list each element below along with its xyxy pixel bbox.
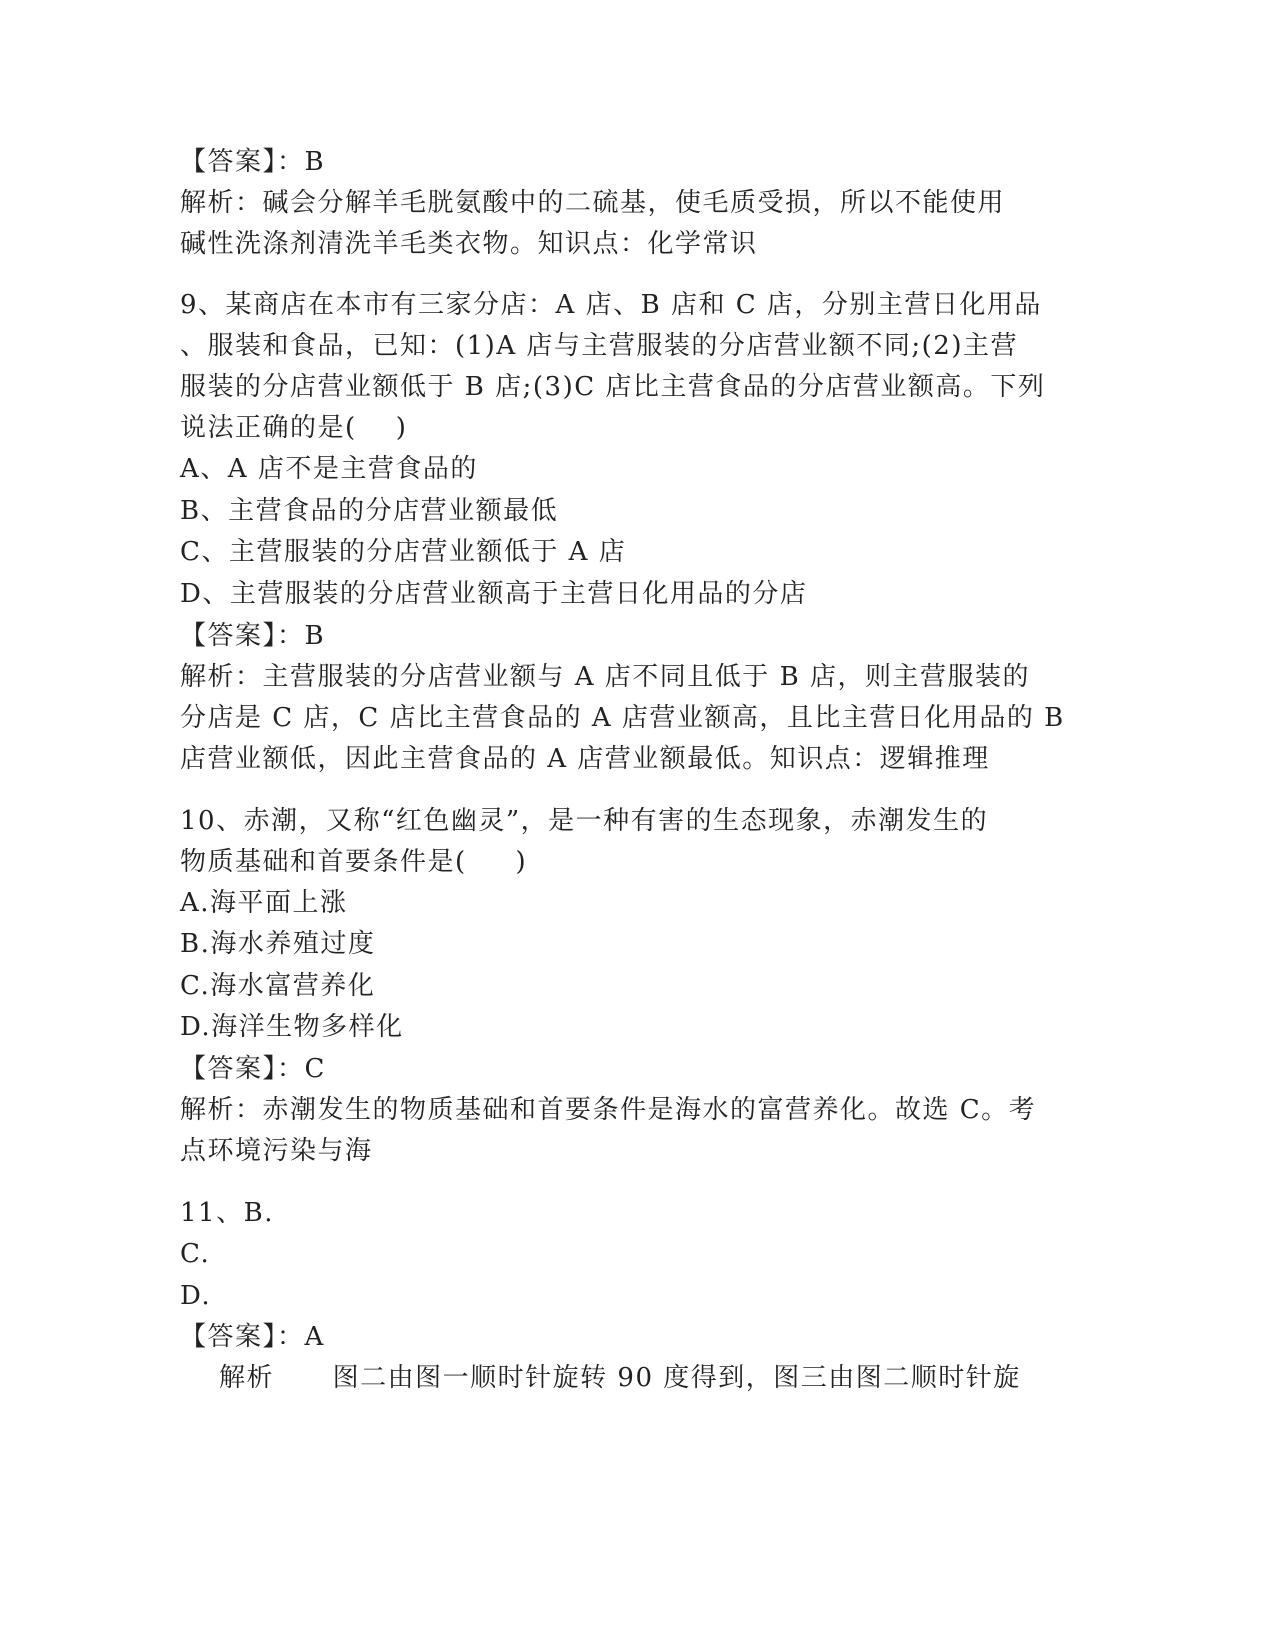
q9-analysis-line-3: 店营业额低，因此主营食品的 A 店营业额最低。知识点：逻辑推理 — [180, 744, 990, 774]
q9-option-c: C、主营服装的分店营业额低于 A 店 — [180, 537, 627, 567]
q8-analysis-line-2: 碱性洗涤剂清洗羊毛类衣物。知识点：化学常识 — [180, 229, 758, 259]
q9-analysis-line-1: 解析：主营服装的分店营业额与 A 店不同且低于 B 店，则主营服装的 — [180, 662, 1030, 692]
q10-option-d: D.海洋生物多样化 — [180, 1012, 404, 1042]
q9-option-b: B、主营食品的分店营业额最低 — [180, 496, 559, 526]
q9-stem-line-4: 说法正确的是( ) — [180, 413, 408, 443]
q9-stem-line-1: 9、某商店在本市有三家分店：A 店、B 店和 C 店，分别主营日化用品 — [180, 290, 1042, 320]
q11-line-2: C. — [180, 1239, 211, 1269]
q11-analysis: 解析 图二由图一顺时针旋转 90 度得到，图三由图二顺时针旋 — [180, 1363, 1021, 1393]
q11-line-1: 11、B. — [180, 1198, 274, 1228]
q9-analysis-line-2: 分店是 C 店，C 店比主营食品的 A 店营业额高，且比主营日化用品的 B — [180, 703, 1065, 733]
q10-stem-line-1: 10、赤潮，又称“红色幽灵”，是一种有害的生态现象，赤潮发生的 — [180, 806, 989, 836]
q9-stem-line-3: 服装的分店营业额低于 B 店;(3)C 店比主营食品的分店营业额高。下列 — [180, 372, 1046, 402]
q9-stem-line-2: 、服装和食品，已知：(1)A 店与主营服装的分店营业额不同;(2)主营 — [180, 331, 1018, 361]
q11-answer: 【答案】：A — [180, 1322, 325, 1352]
q10-option-c: C.海水富营养化 — [180, 971, 376, 1001]
q11-line-3: D. — [180, 1281, 212, 1311]
q10-analysis-line-2: 点环境污染与海 — [180, 1136, 373, 1166]
q9-option-d: D、主营服装的分店营业额高于主营日化用品的分店 — [180, 579, 808, 609]
q10-stem-line-2: 物质基础和首要条件是( ) — [180, 847, 528, 877]
q8-analysis-line-1: 解析：碱会分解羊毛胱氨酸中的二硫基，使毛质受损，所以不能使用 — [180, 188, 1006, 218]
q9-option-a: A、A 店不是主营食品的 — [180, 454, 478, 484]
q9-answer: 【答案】：B — [180, 621, 326, 651]
q10-analysis-line-1: 解析：赤潮发生的物质基础和首要条件是海水的富营养化。故选 C。考 — [180, 1095, 1037, 1125]
q10-option-a: A.海平面上涨 — [180, 888, 348, 918]
q8-answer: 【答案】：B — [180, 147, 326, 177]
q10-answer: 【答案】：C — [180, 1054, 326, 1084]
q10-option-b: B.海水养殖过度 — [180, 929, 376, 959]
